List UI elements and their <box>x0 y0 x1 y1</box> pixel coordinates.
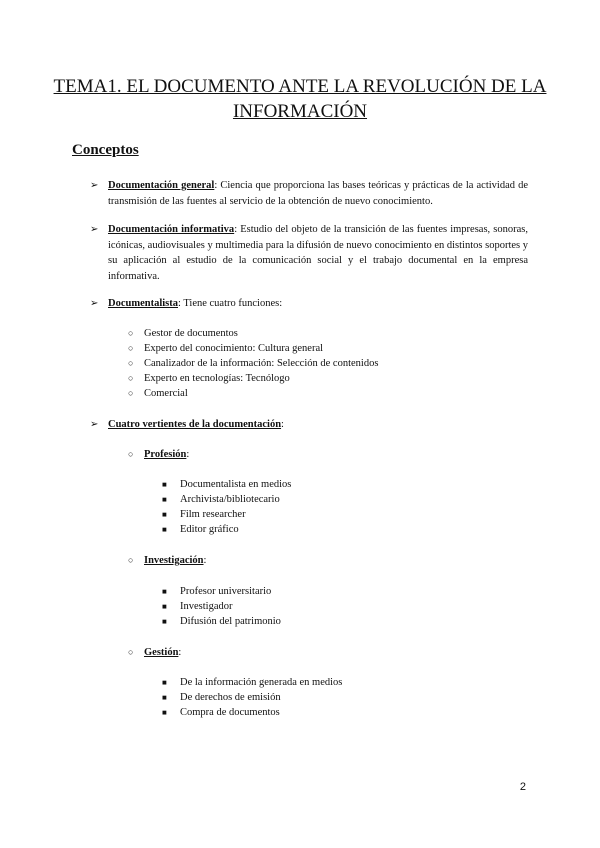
circle-bullet-icon: ○ <box>128 555 134 565</box>
circle-bullet-icon: ○ <box>128 358 134 368</box>
list-item: ■ De derechos de emisión <box>162 692 281 703</box>
square-bullet-icon: ■ <box>162 708 167 717</box>
square-bullet-icon: ■ <box>162 525 167 534</box>
circle-bullet-icon: ○ <box>128 373 134 383</box>
list-item-documentalista <box>90 296 528 312</box>
page-title: TEMA1. EL DOCUMENTO ANTE LA REVOLUCIÓN DE LA INFORMACIÓN <box>53 76 547 122</box>
circle-bullet-icon: ○ <box>128 343 134 353</box>
list-item: ■ De la información generada en medios <box>162 677 343 688</box>
list-item: ■ Film researcher <box>162 509 246 520</box>
list-item: ■ Investigador <box>162 601 233 612</box>
term: Documentalista <box>108 298 178 309</box>
square-bullet-icon: ■ <box>162 617 167 626</box>
vertiente-gestion: ○ Gestión: <box>128 647 182 658</box>
list-item-documentacion-general <box>90 178 528 209</box>
list-item: ○ Gestor de documentos <box>128 328 238 339</box>
arrow-bullet-icon: ➢ <box>90 224 99 235</box>
list-item: ○ Comercial <box>128 388 188 399</box>
list-item: ■ Editor gráfico <box>162 524 239 535</box>
term: Documentación informativa <box>108 224 235 235</box>
section-heading: Conceptos <box>72 142 139 158</box>
circle-bullet-icon: ○ <box>128 388 134 398</box>
square-bullet-icon: ■ <box>162 510 167 519</box>
list-item-documentacion-informativa <box>90 222 528 284</box>
list-item: ○ Canalizador de la información: Selección de contenidos <box>128 358 379 369</box>
vertiente-profesion: ○ Profesión: <box>128 449 190 460</box>
definition: : Tiene cuatro funciones: <box>178 298 283 309</box>
list-item: ■ Archivista/bibliotecario <box>162 494 280 505</box>
square-bullet-icon: ■ <box>162 693 167 702</box>
circle-bullet-icon: ○ <box>128 328 134 338</box>
square-bullet-icon: ■ <box>162 602 167 611</box>
square-bullet-icon: ■ <box>162 587 167 596</box>
arrow-bullet-icon: ➢ <box>90 180 99 191</box>
circle-bullet-icon: ○ <box>128 449 134 459</box>
list-item: ■ Compra de documentos <box>162 707 280 718</box>
square-bullet-icon: ■ <box>162 678 167 687</box>
term: Cuatro vertientes de la documentación <box>108 419 282 430</box>
square-bullet-icon: ■ <box>162 480 167 489</box>
vertiente-investigacion: ○ Investigación: <box>128 555 207 566</box>
definition: : <box>281 419 284 430</box>
list-item: ■ Profesor universitario <box>162 586 272 597</box>
list-item: ○ Experto en tecnologías: Tecnólogo <box>128 373 290 384</box>
page-number: 2 <box>519 781 526 793</box>
arrow-bullet-icon: ➢ <box>90 298 99 309</box>
list-item: ■ Documentalista en medios <box>162 479 292 490</box>
definition: : Estudio del objeto de la transición de las fuentes impresas, sonoras, icónicas, audiovisuales y multimedia para la difusión de nuevo conocimiento en distintos soportes y su aplicación al estudio de la comunicación social y el trabajo documental en la empresa informativa. <box>108 224 528 282</box>
definition: : Ciencia que proporciona las bases teóricas y prácticas de la actividad de transmisión de las fuentes al servicio de la obtención de nuevo conocimiento. <box>108 180 529 207</box>
list-item-cuatro-vertientes <box>90 417 528 433</box>
arrow-bullet-icon: ➢ <box>90 419 99 430</box>
circle-bullet-icon: ○ <box>128 647 134 657</box>
term: Documentación general <box>108 180 215 191</box>
square-bullet-icon: ■ <box>162 495 167 504</box>
list-item: ○ Experto del conocimiento: Cultura general <box>128 343 324 354</box>
list-item: ■ Difusión del patrimonio <box>162 616 281 627</box>
